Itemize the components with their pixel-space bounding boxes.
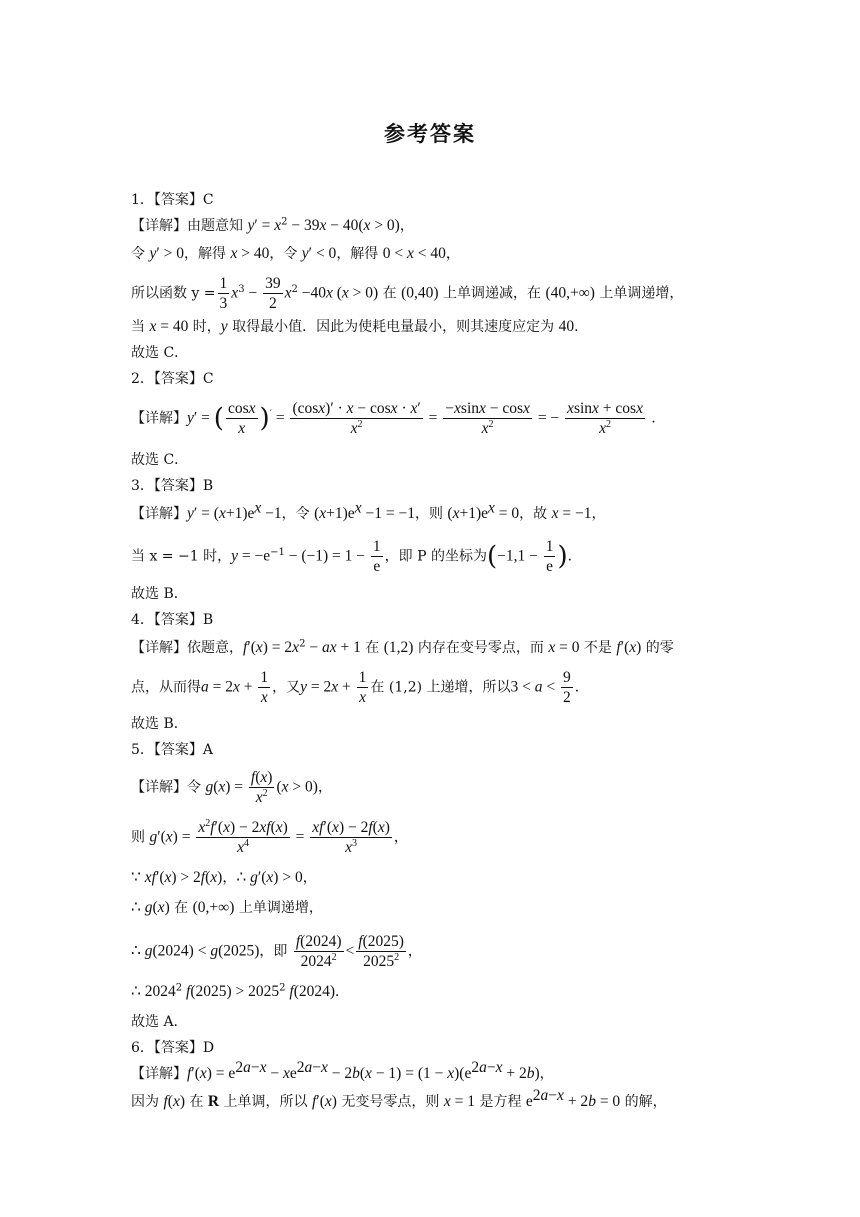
q6-detail-line-1: 【详解】$f'(x) = e^{2a-x} - xe^{2a-x} - 2b(x - 1) = (1 - x)(e^{2a-x} + 2b)$，	[131, 1059, 554, 1082]
q6-detail-line-2: 因为 f(x) 在 R 上单调，所以 f′(x) 无变号零点，则 x = 1 是方程 $e^{2a-x} + 2b = 0$ 的解，	[131, 1087, 667, 1110]
q4-answer-header: 4．【答案】B	[131, 612, 214, 628]
q4-conclusion: 故选 B．	[131, 716, 188, 732]
q2-answer-header: 2．【答案】C	[131, 371, 214, 387]
q1-detail-line-3: 所以函数 y = $\frac{1}{3}$ $x^3$ − $\frac{39}{2}$ $x^2 -40x$ (x > 0) 在 (0,40) 上单调递减，在 (40,+∞) 上单调递增，	[131, 275, 684, 312]
q2-detail-line: 【详解】y′ = ( $\frac{\cos x}{x}$ )′ = $\frac{(\cos x)' \cdot x - \cos x \cdot x'}{x^2}$ = $\frac{-xsinx - \cos x}{x^2}$ = − $\frac{xsinx + \cos x}{x^2}$ ．	[131, 400, 666, 437]
q6-answer-header: 6．【答案】D	[131, 1040, 215, 1056]
q5-detail-line-5: ∴ g(2024) < g(2025)，即 $\frac{f(2024)}{2024^2}$ < $\frac{f(2025)}{2025^2}$ ，	[131, 933, 422, 970]
q5-detail-line-4: ∴ g(x) 在 (0,+∞) 上单调递增，	[131, 899, 323, 916]
q5-detail-line-6: ∴ 2024$^2$ $f(2025) > 2025^2$ f(2024)．	[131, 982, 350, 1000]
q1-answer-header: 1．【答案】C	[131, 192, 214, 208]
q4-detail-line-1: 【详解】依题意，$f'(x) = 2x^2$ − ax + 1 在 (1,2) 内存在变号零点，而 x = 0 不是 f′(x) 的零	[131, 638, 674, 656]
q3-detail-line-2: 当 x = −1 时，$y = -e^{-1} - (-1) = 1$ − $\frac{1}{e}$ ，即 P 的坐标为(−1,1 − $\frac{1}{e}$ )．	[131, 538, 582, 575]
q3-detail-line-1: 【详解】$y' = (x+1)e^x -1$，令 $(x+1)e^x -1 = -1$，则 $(x+1)e^x = 0$，故 x = −1，	[131, 499, 606, 522]
page-title: 参考答案	[384, 122, 476, 146]
q5-conclusion: 故选 A．	[131, 1014, 188, 1030]
q1-conclusion: 故选 C．	[131, 345, 189, 361]
q2-conclusion: 故选 C．	[131, 452, 189, 468]
q1-detail-line-4: 当 x = 40 时，y 取得最小值．因此为使耗电量最小，则其速度应定为 40．	[131, 318, 589, 335]
q5-detail-line-2: 则 g′(x) = $\frac{x^2f'(x) - 2xf(x)}{x^4}$ = $\frac{xf'(x) - 2f(x)}{x^3}$ ，	[131, 817, 408, 856]
q3-conclusion: 故选 B．	[131, 586, 188, 602]
q5-detail-line-3: ∵ xf′(x) > 2f(x)，∴ g′(x) > 0，	[131, 869, 317, 886]
q3-answer-header: 3．【答案】B	[131, 478, 214, 494]
q1-detail-line-2: 令 y′ > 0，解得 x > 40，令 y′ < 0，解得 0 < x < 40，	[131, 245, 460, 262]
q1-detail-line-1: 【详解】由题意知 $y' = x^2 - 39x - 40(x > 0)$，	[131, 216, 414, 234]
q5-detail-line-1: 【详解】令 g(x) = $\frac{f(x)}{x^2}$ (x > 0)，	[131, 769, 332, 806]
q4-detail-line-2: 点，从而得a = 2x + $\frac{1}{x}$ ，又y = 2x + $\frac{1}{x}$ 在 (1,2) 上递增，所以3 < a < $\frac{9}{2}$ ．	[131, 669, 589, 706]
q5-answer-header: 5．【答案】A	[131, 742, 214, 758]
